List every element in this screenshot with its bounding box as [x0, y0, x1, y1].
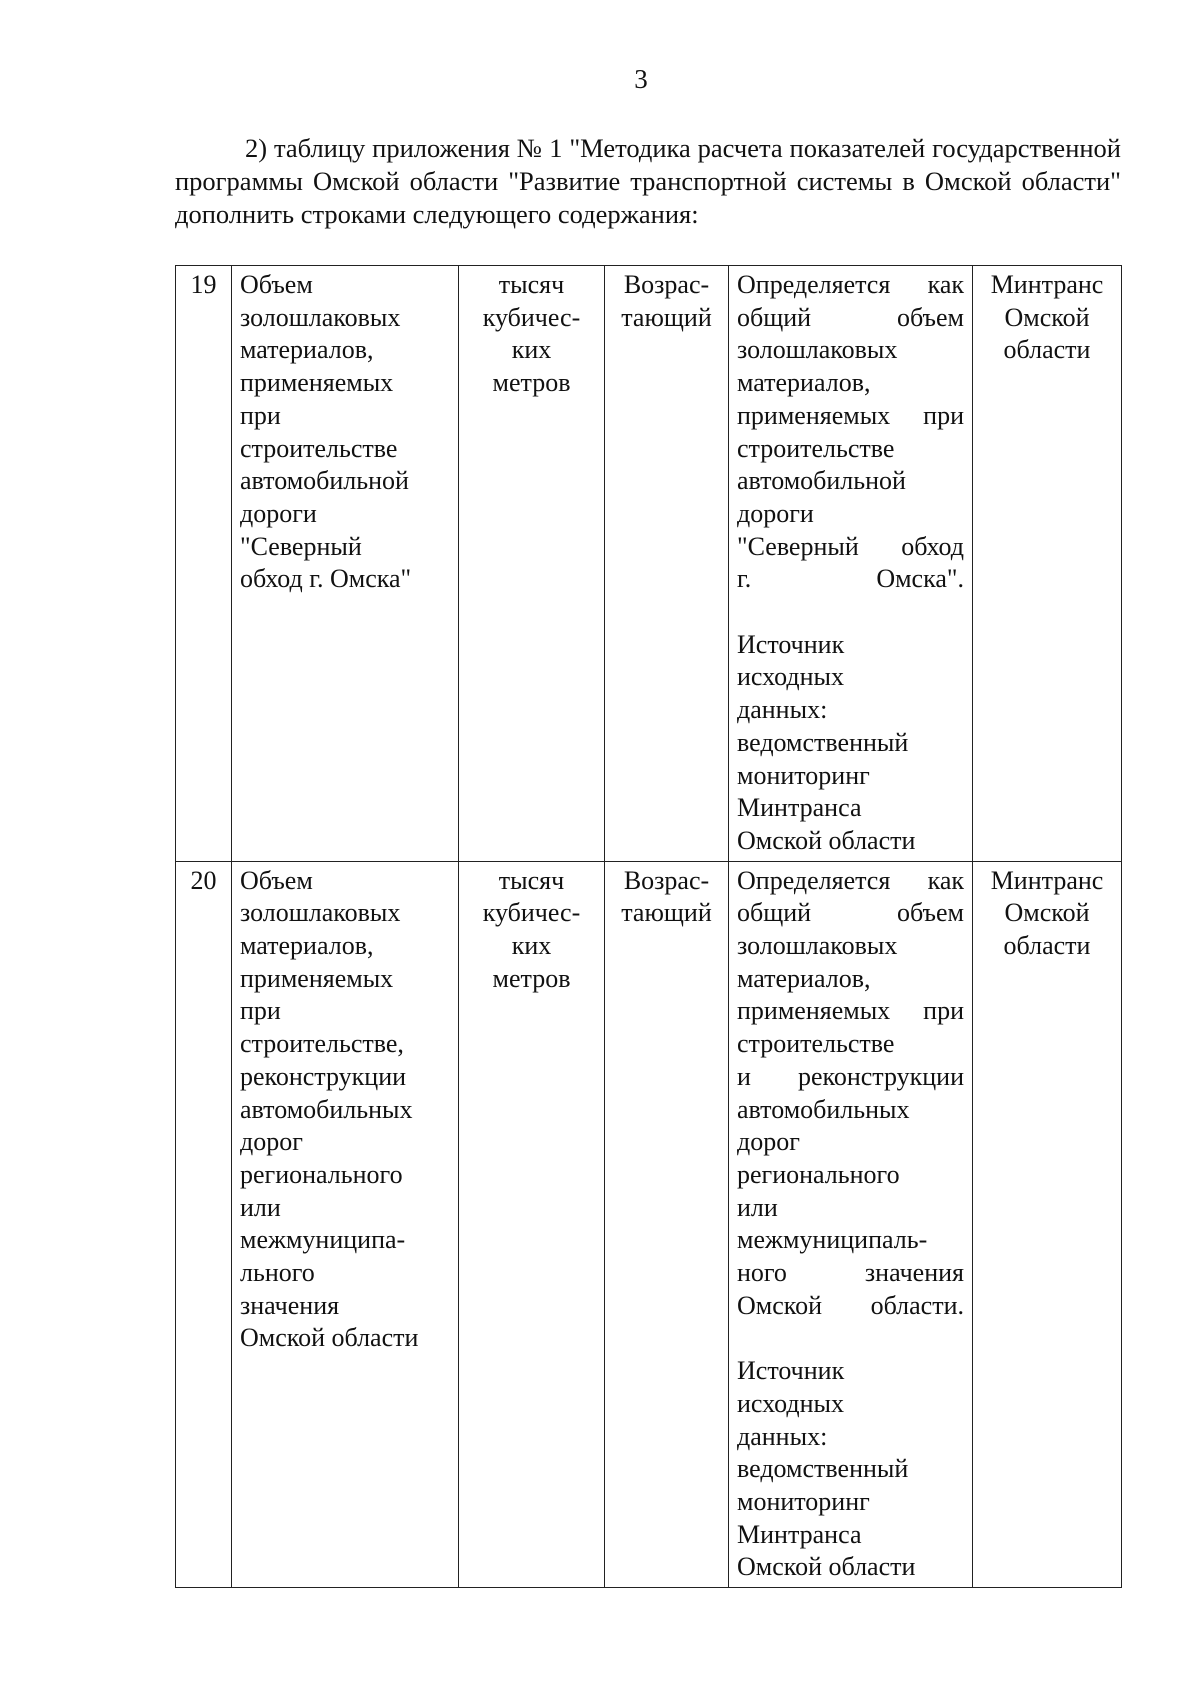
- cell-unit: [459, 861, 605, 1587]
- cell-line: Омской: [1004, 302, 1090, 332]
- cell-line: общий объем: [737, 302, 964, 332]
- cell-line: Возрас-: [623, 270, 710, 299]
- cell-line: при: [240, 996, 281, 1026]
- intro-paragraph: 2) таблицу приложения № 1 "Методика расчета показателей государственной программы Омской области "Развитие транспортной системы в Омской области" дополнить строками следующего содержания:: [175, 133, 1121, 229]
- cell-line: льного: [240, 1258, 315, 1288]
- cell-indicator-name: [232, 266, 459, 862]
- cell-line: ного значения: [737, 1258, 964, 1288]
- cell-method: [729, 861, 973, 1587]
- cell-line: строительстве: [240, 433, 398, 463]
- cell-direction: [605, 266, 729, 862]
- cell-line: регионального: [737, 1159, 900, 1189]
- cell-line: материалов,: [240, 335, 374, 365]
- cell-line: золошлаковых: [737, 335, 898, 365]
- cell-line: ведомственный: [737, 727, 909, 757]
- cell-line: применяемых: [240, 963, 394, 993]
- cell-line: межмуниципа-: [240, 1225, 406, 1255]
- cell-indicator-name: [232, 861, 459, 1587]
- cell-line: "Северный: [240, 531, 362, 561]
- cell-line: автомобильных: [240, 1094, 413, 1124]
- cell-line: дорог: [737, 1127, 800, 1157]
- cell-line: ких: [511, 335, 552, 365]
- cell-line: автомобильных: [737, 1094, 910, 1124]
- cell-line: дорог: [240, 1127, 303, 1157]
- cell-line: строительстве: [737, 1029, 895, 1059]
- cell-line: области: [1003, 931, 1091, 961]
- cell-line: Омской области: [737, 825, 916, 855]
- cell-line: тающий: [621, 898, 712, 928]
- cell-line: или: [240, 1192, 281, 1222]
- cell-line: Омской области: [240, 1323, 419, 1353]
- cell-line: мониторинг: [737, 1486, 870, 1516]
- indicators-table: [175, 265, 1122, 1588]
- cell-line: и реконструкции: [737, 1061, 964, 1091]
- cell-line: Объем: [240, 865, 313, 895]
- cell-line: Омской: [1004, 898, 1090, 928]
- cell-unit: [459, 266, 605, 862]
- cell-line: кубичес-: [482, 302, 581, 332]
- cell-line: материалов,: [737, 963, 871, 993]
- cell-line: регионального: [240, 1159, 403, 1189]
- cell-line: золошлаковых: [737, 931, 898, 961]
- table-row-20: [176, 861, 1122, 1587]
- cell-line: тысяч: [498, 270, 565, 299]
- cell-line: Определяется как: [737, 270, 964, 299]
- cell-line: золошлаковых: [240, 898, 401, 928]
- cell-line: метров: [492, 963, 571, 993]
- cell-number: [176, 266, 232, 862]
- cell-line: исходных: [737, 662, 844, 692]
- cell-line: значения: [240, 1290, 340, 1320]
- cell-number: [176, 861, 232, 1587]
- cell-line: общий объем: [737, 898, 964, 928]
- row-number: 20: [190, 865, 217, 895]
- cell-line: реконструкции: [240, 1061, 407, 1091]
- cell-line: метров: [492, 368, 571, 398]
- paragraph-gap: [737, 1322, 964, 1355]
- cell-line: данных:: [737, 1421, 828, 1451]
- cell-line: материалов,: [737, 368, 871, 398]
- cell-line: ведомственный: [737, 1454, 909, 1484]
- paragraph-gap: [737, 596, 964, 629]
- cell-line: при: [240, 400, 281, 430]
- row-number: 19: [190, 270, 217, 299]
- cell-method: [729, 266, 973, 862]
- cell-line: ких: [511, 931, 552, 961]
- cell-responsible: [973, 266, 1122, 862]
- cell-line: Источник: [737, 629, 845, 659]
- cell-line: автомобильной: [737, 466, 906, 496]
- cell-line: применяемых при: [737, 996, 964, 1026]
- cell-line: дороги: [240, 498, 317, 528]
- cell-line: Минтранс: [990, 865, 1104, 895]
- cell-line: материалов,: [240, 931, 374, 961]
- cell-line: строительстве: [737, 433, 895, 463]
- cell-line: мониторинг: [737, 760, 870, 790]
- cell-line: исходных: [737, 1388, 844, 1418]
- cell-line: Определяется как: [737, 865, 964, 895]
- cell-line: Омской области.: [737, 1290, 964, 1320]
- page-number: 3: [634, 64, 648, 94]
- cell-responsible: [973, 861, 1122, 1587]
- cell-line: Минтранс: [990, 270, 1104, 299]
- cell-line: автомобильной: [240, 466, 409, 496]
- cell-line: обход г. Омска": [240, 564, 412, 594]
- cell-line: межмуниципаль-: [737, 1225, 928, 1255]
- cell-line: данных:: [737, 695, 828, 725]
- cell-line: или: [737, 1192, 778, 1222]
- cell-line: применяемых: [240, 368, 394, 398]
- cell-line: применяемых при: [737, 400, 964, 430]
- cell-line: г. Омска".: [737, 564, 964, 594]
- cell-line: дороги: [737, 498, 814, 528]
- cell-line: тающий: [621, 302, 712, 332]
- cell-line: "Северный обход: [737, 531, 964, 561]
- cell-line: Омской области: [737, 1552, 916, 1582]
- cell-direction: [605, 861, 729, 1587]
- table-row-19: [176, 266, 1122, 862]
- cell-line: тысяч: [498, 865, 565, 895]
- table-body: [176, 266, 1122, 1588]
- cell-line: области: [1003, 335, 1091, 365]
- cell-line: кубичес-: [482, 898, 581, 928]
- cell-line: Минтранса: [737, 1519, 862, 1549]
- cell-line: золошлаковых: [240, 302, 401, 332]
- cell-line: Источник: [737, 1356, 845, 1386]
- cell-line: Возрас-: [623, 865, 710, 895]
- cell-line: строительстве,: [240, 1029, 404, 1059]
- cell-line: Минтранса: [737, 793, 862, 823]
- cell-line: Объем: [240, 270, 313, 299]
